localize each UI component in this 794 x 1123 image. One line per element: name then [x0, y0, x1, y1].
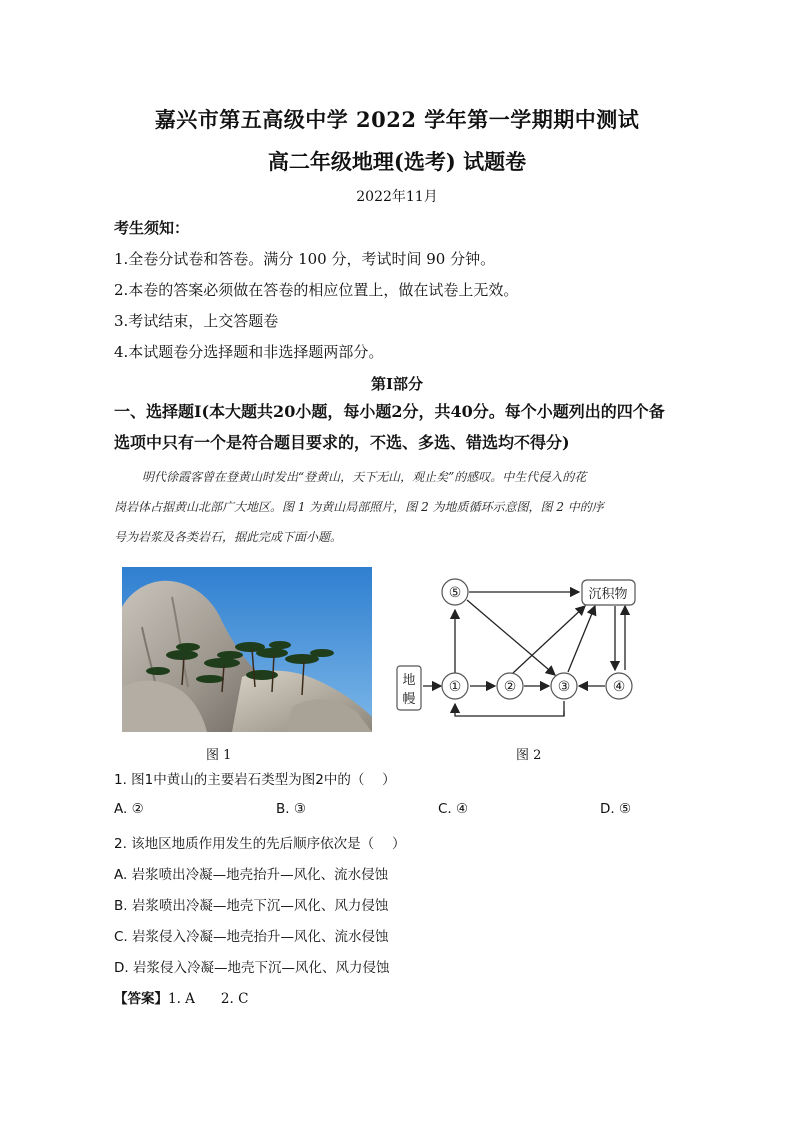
node-1-label: ①	[448, 679, 462, 695]
section-instructions-line1: 一、选择题Ⅰ(本大题共20小题，每小题2分，共40分。每个小题列出的四个备	[114, 402, 665, 421]
q2-option-b[interactable]: B. 岩浆喷出冷凝—地壳下沉—风化、风力侵蚀	[114, 898, 389, 914]
mantle-label-top: 地	[402, 673, 416, 688]
section-instructions-line2: 选项中只有一个是符合题目要求的，不选、多选、错选均不得分)	[114, 433, 570, 452]
q2-option-c[interactable]: C. 岩浆侵入冷凝—地壳抬升—风化、流水侵蚀	[114, 929, 389, 945]
question-2-text: 2. 该地区地质作用发生的先后顺序依次是（ ）	[114, 836, 406, 852]
q1-option-a[interactable]: A. ②	[114, 801, 144, 817]
node-3-label: ③	[557, 679, 571, 695]
q2-option-a[interactable]: A. 岩浆喷出冷凝—地壳抬升—风化、流水侵蚀	[114, 867, 389, 883]
q1-option-b[interactable]: B. ③	[276, 801, 306, 817]
notes-heading: 考生须知：	[114, 219, 190, 237]
mantle-label-bottom: 幔	[402, 692, 416, 707]
passage-line: 号为岩浆及各类岩石，据此完成下面小题。	[114, 530, 343, 544]
rock-cycle-diagram	[393, 570, 638, 720]
answer-label: 【答案】	[114, 991, 168, 1007]
node-4-label: ④	[612, 679, 626, 695]
question-1-text: 1. 图1中黄山的主要岩石类型为图2中的（ ）	[114, 772, 396, 788]
q1-option-d[interactable]: D. ⑤	[600, 801, 632, 817]
passage-line: 岗岩体占据黄山北部广大地区。图 1 为黄山局部照片，图 2 为地质循环示意图，图 2 中的序	[114, 500, 604, 514]
sediment-label: 沉积物	[588, 587, 628, 602]
part-title: 第Ⅰ部分	[370, 375, 424, 393]
passage-line: 明代徐霞客曾在登黄山时发出“登黄山，天下无山，观止矣”的感叹。中生代侵入的花	[142, 470, 587, 484]
answer-2: 2. C	[220, 991, 249, 1007]
note-item: 2.本卷的答案必须做在答卷的相应位置上，做在试卷上无效。	[114, 281, 519, 299]
note-item: 4.本试题卷分选择题和非选择题两部分。	[114, 343, 384, 361]
exam-subtitle: 高二年级地理(选考) 试题卷	[267, 149, 527, 174]
figure2-caption: 图 2	[516, 748, 542, 763]
q2-option-d[interactable]: D. 岩浆侵入冷凝—地壳下沉—风化、风力侵蚀	[114, 960, 390, 976]
node-2-label: ②	[503, 679, 517, 695]
exam-title: 嘉兴市第五高级中学 2022 学年第一学期期中测试	[154, 107, 640, 132]
node-5-label: ⑤	[448, 585, 462, 601]
q1-option-c[interactable]: C. ④	[438, 801, 469, 817]
note-item: 1.全卷分试卷和答卷。满分 100 分，考试时间 90 分钟。	[114, 250, 496, 268]
answer-line	[114, 987, 248, 1007]
exam-date: 2022年11月	[356, 189, 438, 205]
answer-1: 1. A	[168, 991, 195, 1007]
figure1-caption: 图 1	[206, 748, 232, 763]
huangshan-photo	[122, 567, 372, 732]
note-item: 3.考试结束，上交答题卷	[114, 312, 279, 330]
